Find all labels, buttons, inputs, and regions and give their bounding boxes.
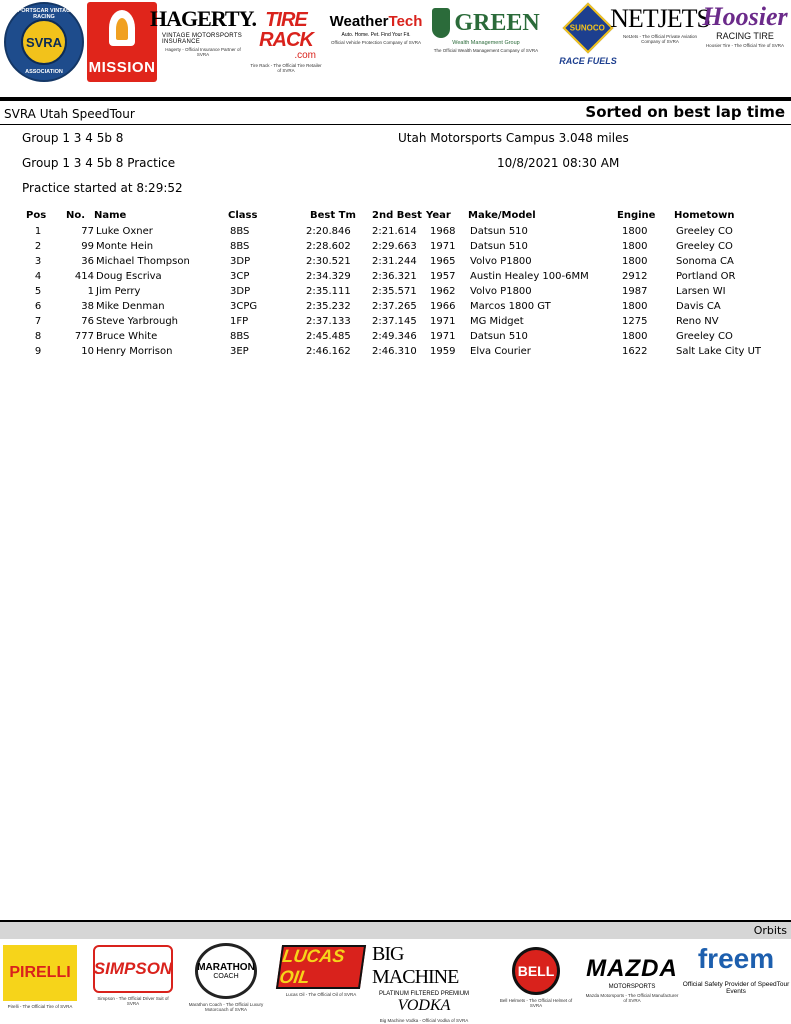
bottom-sponsor-banner <box>0 941 791 1024</box>
big-machine-tagline: Big Machine Vodka - Official Vodka of SVRA <box>379 1018 469 1023</box>
marathon-wordmark: MARATHON <box>197 962 255 973</box>
cell-hometown: Greeley CO <box>676 226 733 237</box>
cell-name: Monte Hein <box>96 241 154 252</box>
flame-icon <box>109 10 135 46</box>
cell-year: 1965 <box>430 256 456 267</box>
marathon-coach-logo <box>182 943 270 1021</box>
svra-logo <box>4 2 84 82</box>
green-wealth-logo <box>432 8 540 82</box>
cell-second-best: 2:49.346 <box>372 331 417 342</box>
hagerty-wordmark: HAGERTY. <box>150 6 256 31</box>
cell-pos: 8 <box>34 331 42 342</box>
cell-class: 8BS <box>230 226 250 237</box>
weathertech-wordmark <box>330 14 423 29</box>
marathon-tagline: Marathon Coach - The Official Luxury Motorcoach of SVRA <box>188 1002 264 1013</box>
netjets-tagline: NetJets - The Official Private Aviation Company of SVRA <box>622 34 698 45</box>
cell-class: 8BS <box>230 331 250 342</box>
simpson-badge <box>93 945 173 993</box>
cell-second-best: 2:36.321 <box>372 271 417 282</box>
freem-logo <box>682 945 790 1021</box>
pirelli-badge <box>3 945 77 1001</box>
simpson-logo <box>92 945 174 1021</box>
cell-class: 3CPG <box>230 301 258 312</box>
svra-emblem <box>4 2 84 82</box>
svra-ring-bottom-text: ASSOCIATION <box>25 69 63 75</box>
event-name: SVRA Utah SpeedTour <box>4 107 135 121</box>
cell-no: 414 <box>74 271 94 282</box>
marathon-emblem <box>195 943 257 999</box>
header-engine: Engine <box>617 210 656 221</box>
cell-second-best: 2:31.244 <box>372 256 417 267</box>
green-subtitle: Wealth Management Group <box>452 40 520 46</box>
cell-best-time: 2:37.133 <box>306 316 351 327</box>
header-divider-thick <box>0 97 791 101</box>
weathertech-logo <box>330 14 422 82</box>
cell-class: 3DP <box>230 286 251 297</box>
cell-name: Luke Oxner <box>96 226 153 237</box>
cell-second-best: 2:37.145 <box>372 316 417 327</box>
cell-pos: 6 <box>34 301 42 312</box>
cell-hometown: Davis CA <box>676 301 721 312</box>
cell-second-best: 2:35.571 <box>372 286 417 297</box>
hoosier-wordmark: Hoosier <box>702 2 788 31</box>
pirelli-logo <box>2 945 78 1021</box>
tirerack-domain: .com <box>294 50 316 61</box>
footer-bar <box>0 920 791 939</box>
cell-second-best: 2:46.310 <box>372 346 417 357</box>
hoosier-logo <box>702 4 788 82</box>
cell-year: 1968 <box>430 226 456 237</box>
cell-pos: 9 <box>34 346 42 357</box>
big-machine-wordmark: BIG MACHINE <box>372 943 459 988</box>
tirerack-logo <box>248 10 324 82</box>
session-label: Group 1 3 4 5b 8 Practice <box>22 156 176 170</box>
cell-engine: 1622 <box>622 346 648 357</box>
pirelli-tagline: Pirelli - The Official Tire of SVRA <box>7 1004 73 1009</box>
tirerack-wordmark: TIRE RACK <box>259 9 313 51</box>
cell-pos: 4 <box>34 271 42 282</box>
header-class: Class <box>228 210 258 221</box>
cell-engine: 1800 <box>622 226 648 237</box>
freem-wordmark: freem <box>697 943 775 974</box>
cell-name: Doug Escriva <box>96 271 162 282</box>
table-row <box>0 225 791 240</box>
lucas-wordmark: LUCAS OIL <box>278 946 346 987</box>
cell-pos: 2 <box>34 241 42 252</box>
header-make-model: Make/Model <box>468 210 536 221</box>
marathon-coach-text: COACH <box>213 973 239 980</box>
cell-year: 1971 <box>430 316 456 327</box>
sort-note: Sorted on best lap time <box>585 103 785 121</box>
bell-wordmark: BELL <box>517 963 555 979</box>
cell-engine: 1987 <box>622 286 648 297</box>
bell-tagline: Bell Helmets - The Official Helmet of SVRA <box>499 998 573 1009</box>
mazda-tagline: Mazda Motorsports - The Official Manufacturer of SVRA <box>585 993 679 1004</box>
cell-best-time: 2:35.111 <box>306 286 351 297</box>
header-no: No. <box>66 210 86 221</box>
netjets-wordmark: NETJETS <box>610 4 710 33</box>
cell-no: 10 <box>81 346 94 357</box>
cell-year: 1959 <box>430 346 456 357</box>
header-divider-thin <box>0 124 791 125</box>
header-pos: Pos <box>26 210 47 221</box>
cell-best-time: 2:30.521 <box>306 256 351 267</box>
cell-hometown: Sonoma CA <box>676 256 734 267</box>
session-start-time: Practice started at 8:29:52 <box>22 181 183 195</box>
lucas-badge <box>276 945 366 989</box>
green-wordmark: GREEN <box>454 10 540 36</box>
cell-best-time: 2:20.846 <box>306 226 351 237</box>
cell-class: 3DP <box>230 256 251 267</box>
cell-hometown: Larsen WI <box>676 286 726 297</box>
lucas-tagline: Lucas Oil - The Official Oil of SVRA <box>285 992 357 997</box>
cell-class: 8BS <box>230 241 250 252</box>
cell-pos: 7 <box>34 316 42 327</box>
cell-no: 99 <box>81 241 94 252</box>
simpson-tagline: Simpson - The Official Driver Suit of SVRA <box>97 996 169 1007</box>
table-row <box>0 300 791 315</box>
diamond-icon <box>563 3 614 54</box>
cell-second-best: 2:29.663 <box>372 241 417 252</box>
cell-best-time: 2:45.485 <box>306 331 351 342</box>
cell-hometown: Greeley CO <box>676 241 733 252</box>
table-row <box>0 270 791 285</box>
table-row <box>0 255 791 270</box>
cell-year: 1971 <box>430 331 456 342</box>
mission-badge <box>87 2 157 82</box>
green-tagline: The Official Wealth Management Company of SVRA <box>433 48 539 53</box>
cell-class: 3CP <box>230 271 250 282</box>
table-row <box>0 330 791 345</box>
mazda-wordmark: MAZDA <box>586 955 678 982</box>
cell-year: 1957 <box>430 271 456 282</box>
mazda-subtitle: MOTORSPORTS <box>608 984 656 990</box>
cell-make-model: Volvo P1800 <box>470 256 532 267</box>
cell-best-time: 2:34.329 <box>306 271 351 282</box>
big-machine-subtitle: PLATINUM FILTERED PREMIUM <box>378 991 470 997</box>
cell-make-model: Datsun 510 <box>470 331 528 342</box>
sunoco-logo <box>559 4 617 82</box>
header-hometown: Hometown <box>674 210 735 221</box>
big-machine-vodka-logo <box>372 943 476 1023</box>
cell-make-model: Datsun 510 <box>470 226 528 237</box>
cell-name: Steve Yarbrough <box>96 316 179 327</box>
cell-name: Jim Perry <box>96 286 141 297</box>
sunoco-race-fuels: RACE FUELS <box>559 56 617 66</box>
freem-tagline: Official Safety Provider of SpeedTour Events <box>682 981 790 995</box>
weathertech-weather: Weather <box>329 13 389 30</box>
cell-hometown: Greeley CO <box>676 331 733 342</box>
cell-second-best: 2:37.265 <box>372 301 417 312</box>
cell-hometown: Reno NV <box>676 316 719 327</box>
header-second-best: 2nd Best <box>372 210 422 221</box>
cell-pos: 5 <box>34 286 42 297</box>
mission-text: MISSION <box>88 59 156 76</box>
table-row <box>0 240 791 255</box>
cell-best-time: 2:46.162 <box>306 346 351 357</box>
cell-engine: 1800 <box>622 256 648 267</box>
track-label: Utah Motorsports Campus 3.048 miles <box>398 131 629 145</box>
cell-make-model: Datsun 510 <box>470 241 528 252</box>
cell-name: Michael Thompson <box>96 256 190 267</box>
cell-engine: 2912 <box>622 271 648 282</box>
netjets-logo <box>610 4 710 82</box>
session-datetime: 10/8/2021 08:30 AM <box>497 156 620 170</box>
table-row <box>0 285 791 300</box>
cell-name: Mike Denman <box>96 301 165 312</box>
cell-hometown: Salt Lake City UT <box>676 346 762 357</box>
cell-class: 1FP <box>230 316 249 327</box>
cell-pos: 3 <box>34 256 42 267</box>
cell-year: 1966 <box>430 301 456 312</box>
bell-badge <box>512 947 560 995</box>
weathertech-tech: Tech <box>388 13 423 30</box>
cell-second-best: 2:21.614 <box>372 226 417 237</box>
cell-no: 76 <box>81 316 94 327</box>
cell-name: Henry Morrison <box>96 346 173 357</box>
bell-helmets-logo <box>496 947 576 1021</box>
results-table <box>0 209 791 360</box>
mazda-motorsports-logo <box>584 945 680 1021</box>
cell-make-model: MG Midget <box>470 316 524 327</box>
cell-year: 1971 <box>430 241 456 252</box>
weathertech-tagline: Official Vehicle Protection Company of SVRA <box>331 40 421 45</box>
hoosier-racing-tire: RACING TIRE <box>716 31 774 41</box>
cell-pos: 1 <box>34 226 42 237</box>
cell-no: 777 <box>74 331 94 342</box>
header-best-time: Best Tm <box>310 210 356 221</box>
cell-no: 38 <box>81 301 94 312</box>
cell-engine: 1275 <box>622 316 648 327</box>
svra-center-text: SVRA <box>21 19 67 65</box>
cell-no: 36 <box>81 256 94 267</box>
cell-engine: 1800 <box>622 301 648 312</box>
table-row <box>0 345 791 360</box>
sunoco-wordmark: SUNOCO <box>570 23 606 33</box>
table-row <box>0 315 791 330</box>
cell-year: 1962 <box>430 286 456 297</box>
svra-ring-top-text: SPORTSCAR VINTAGE RACING <box>13 8 75 20</box>
timing-system-label: Orbits <box>753 924 787 937</box>
cell-make-model: Marcos 1800 GT <box>470 301 551 312</box>
table-header-row <box>0 209 791 225</box>
cell-hometown: Portland OR <box>676 271 736 282</box>
hagerty-subtitle: VINTAGE MOTORSPORTS INSURANCE <box>162 33 243 45</box>
top-sponsor-banner <box>0 0 791 90</box>
hoosier-tagline: Hoosier Tire - The Official Tire of SVRA <box>705 43 785 48</box>
cell-engine: 1800 <box>622 241 648 252</box>
cell-engine: 1800 <box>622 331 648 342</box>
lucas-oil-logo <box>278 945 364 1021</box>
cell-name: Bruce White <box>96 331 158 342</box>
cell-class: 3EP <box>230 346 249 357</box>
cell-no: 1 <box>87 286 94 297</box>
cell-make-model: Austin Healey 100-6MM <box>470 271 589 282</box>
mission-logo <box>87 2 157 82</box>
header-name: Name <box>94 210 127 221</box>
cell-make-model: Volvo P1800 <box>470 286 532 297</box>
simpson-wordmark: SIMPSON <box>93 959 173 978</box>
cell-no: 77 <box>81 226 94 237</box>
header-year: Year <box>426 210 451 221</box>
big-machine-vodka-text: VODKA <box>397 997 451 1014</box>
hagerty-tagline: Hagerty - Official Insurance Partner of SVRA <box>165 47 241 58</box>
pirelli-wordmark: PIRELLI <box>9 964 71 981</box>
cell-best-time: 2:28.602 <box>306 241 351 252</box>
cell-best-time: 2:35.232 <box>306 301 351 312</box>
weathertech-slogan: Auto. Home. Pet. Find Your Fit. <box>341 32 411 38</box>
tirerack-tagline: Tire Rack - The Official Tire Retailer of SVRA <box>250 63 322 74</box>
group-label: Group 1 3 4 5b 8 <box>22 131 124 145</box>
cell-make-model: Elva Courier <box>470 346 531 357</box>
hagerty-logo <box>150 6 256 82</box>
shield-icon <box>432 8 450 38</box>
